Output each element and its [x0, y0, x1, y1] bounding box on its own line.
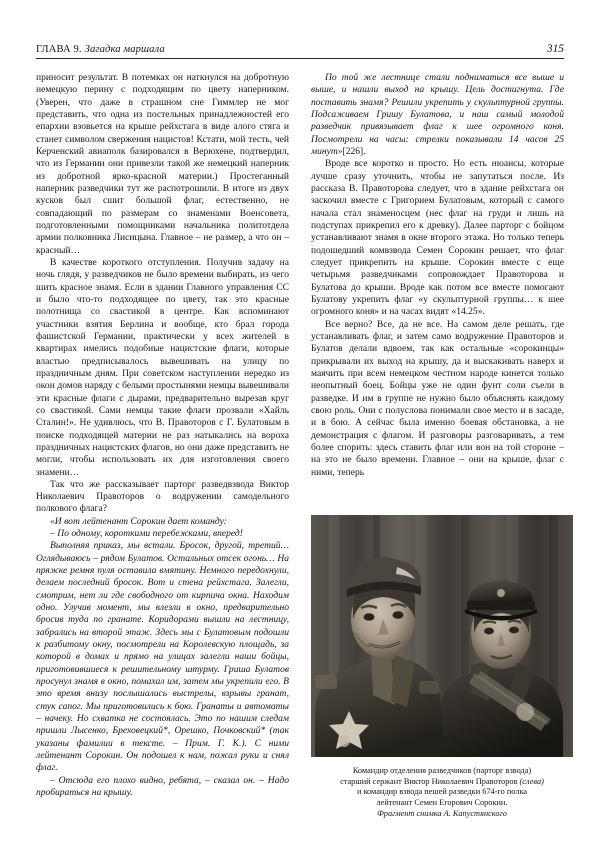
photograph — [311, 515, 573, 757]
right-column — [311, 72, 564, 479]
photo-image — [311, 515, 573, 757]
quote-paragraph: Выполняя приказ, мы встали. Бросок, другой, третий… Оглядываюсь – рядом Булатов. Остальных отсек огонь… На пряжке ремня пуля оставила вмятину. Немного передохнули, делаем последний бросок. Вот и стена рейхстага. Залегли, смотрим, нет ли где свободного от кирпича окна. Находим одно. Улучив момент, мы влезли в окно, предварительно бросив туда по гранате. Коридорами вышли на лестницу, забрались на второй этаж. Здесь мы с Булатовым подошли к разбитому окну, посмотрели на Королевскую площадь, за которой в домах и прямо на улицах залегли наши бойцы, приготовившиеся к решительному штурму. Гриша Булатов просунул знамя в окно, помахал им, затем мы укрепили его. В это время внизу послышались выстрелы, взрывы гранат, стук сапог. Мы приготовились к бою. Гранаты и автоматы – начеку. Но схватка не состоялась. Это по нашим следам пришли Лысенко, Бреховецкий*, Орешко, Почковский* (так указаны фамилии в тексте. – Прим. Г. К.). С ними лейтенант Сорокин. Он подошел к нам, пожал руки и снял флаг. — [36, 540, 289, 774]
header-chapter-title — [36, 44, 165, 55]
caption-line: Командир отделения разведчиков (парторг взвода) — [352, 766, 532, 775]
running-header — [36, 36, 564, 59]
caption-credit: Фрагмент снимка А. Капустянского — [377, 809, 507, 819]
paragraph: Вроде все коротко и просто. Но есть нюансы, которые лучше сразу уточнить, чтобы не запутаться после. Из рассказа В. Правоторова следует, что в здание рейхстага он заскочил вместе с Григорием Булатовым, который с самого начала стал знаменосцем (нес флаг на груди и лишь на подступах прикрепил его к древку). Далее парторг с бойцом устанавливают знамя в окне второго этажа. Но только теперь подошедший комвзвода Семен Сорокин решает, что флаг следует прикрепить на крыше. Сорокин вместе с еще четырьмя разведчиками сопровождает Правоторова и Булатова до крыши. Вроде как потом все вместе помогают Булатову укрепить флаг «у скульптурной группы… к шее огромного коня» и на часах видят «14.25». — [311, 158, 564, 318]
page-number: 315 — [546, 43, 564, 55]
caption-line: и командир взвода пешей разведки 674-го полка — [356, 787, 528, 797]
header-title-label: Загадка маршала — [84, 44, 165, 55]
two-column-body — [36, 72, 564, 819]
paragraph: Так что же рассказывает парторг разведвзвода Виктор Николаевич Правоторов о водружении самодельного полкового флага? — [36, 478, 289, 515]
figure-caption — [311, 766, 573, 820]
paragraph: В качестве короткого отступления. Получив задачу на ночь глядя, у разведчиков не было времени выбирать, из чего шить красное знамя. Если в здании Главного управления СС и было что-то подходящее по цвету, так это красные полотнища со свастикой в центре. Как вспоминают участники взятия Берлина и вообще, кто брал города фашистской Германии, практически у всех жителей в квартирах имелись подобные нацистские флаги, которые властью предписывалось вывешивать на улицу по праздничным дням. При советском наступлении нередко из окон домов наряду с белыми простынями немцы вывешивали эти красные флаги с дырами, предварительно вырезав круг со свастикой. Сами немцы такие флаги прозвали «Хайль Сталин!». Не удивлюсь, что В. Правоторов с Г. Булатовым в поиске подходящей материи не раз натыкались на вороха праздничных нацистских флагов, но они даже представить не могли, чтобы использовать их для изготовления своего знамени… — [36, 256, 289, 478]
quote-paragraph: – По одному, короткими перебежками, вперед! — [50, 528, 243, 540]
page-content — [36, 36, 564, 819]
quote-text: По той же лестнице стали подниматься все выше и выше, и нашли выход на крышу. Цель достигнута. Где поставить знамя? Решили укрепить у скульптурной группы. Подсаживаем Гришу Булатова, и наш самый молодой разведчик привязывает флаг к шее огромного коня. Посмотрели на часы: стрелки показывали 14 часов 25 минут» — [311, 72, 564, 157]
paragraph: приносит результат. В потемках он наткнулся на добротную немецкую перину с подходящим по цвету наперником. (Уверен, что даже в страшном сне Гиммлер не мог представить, что одна из постельных принадлежностей его епархии взовьется на крыше рейхстага в виде алого стяга и станет символом свержения нацистов! Кстати, мой тесть, чей Керченский авиаполк базировался в Верюхене, подтвердил, что из Германии они привезли такой же немецкий наперник из добротной ярко-красной материи.) Простеганный наперник разведчики тут же распотрошили. В итоге из двух кусков был сшит большой флаг, естественно, не совпадающий по размерам со знаменами Военсовета, подготовленными помощниками начальника политотдела армии полковника Лисицына. Главное – не размер, а что он – красный… — [36, 72, 289, 256]
caption-line-emphasis: (слева) — [519, 776, 544, 786]
quote-paragraph: «И вот лейтенант Сорокин дает команду: — [50, 515, 227, 527]
header-chapter-label: ГЛАВА 9. — [36, 44, 82, 55]
caption-line-main: старший сержант Виктор Николаевич Правоторов — [340, 776, 520, 786]
caption-line — [311, 777, 573, 788]
quote-paragraph: – Отсюда его плохо видно, ребята, – сказал он. – Надо пробираться на крышу. — [36, 774, 289, 799]
reference-marker: [226]. — [342, 145, 366, 157]
paragraph: Все верно? Все, да не все. На самом деле решать, где устанавливать флаг, и затем само водружение Правоторов и Булатов делали вдвоем, так как остальные «сорокинцы» прикрывали их выход на крышу, да и выскакивать наверх и маячить при всем немецком честном народе кинется только неопытный боец. Бойцы уже не один фунт соли съели в разведке. И им в группе не нужно было объяснять каждому свою роль. Они с полуслова понимали свое место и в засаде, и в бою. А сейчас была именно боевая обстановка, а не демонстрация с флагом. И разговоры разговаривать, а тем более спорить: здесь ставить флаг или вон на той стороне – на это не было времени. Главное – они на крыше, флаг с ними, теперь — [311, 318, 564, 478]
quote-paragraph — [311, 72, 564, 158]
figure-block — [311, 515, 573, 820]
left-column — [36, 72, 289, 799]
caption-line: лейтенант Семен Егорович Сорокин. — [376, 797, 508, 807]
